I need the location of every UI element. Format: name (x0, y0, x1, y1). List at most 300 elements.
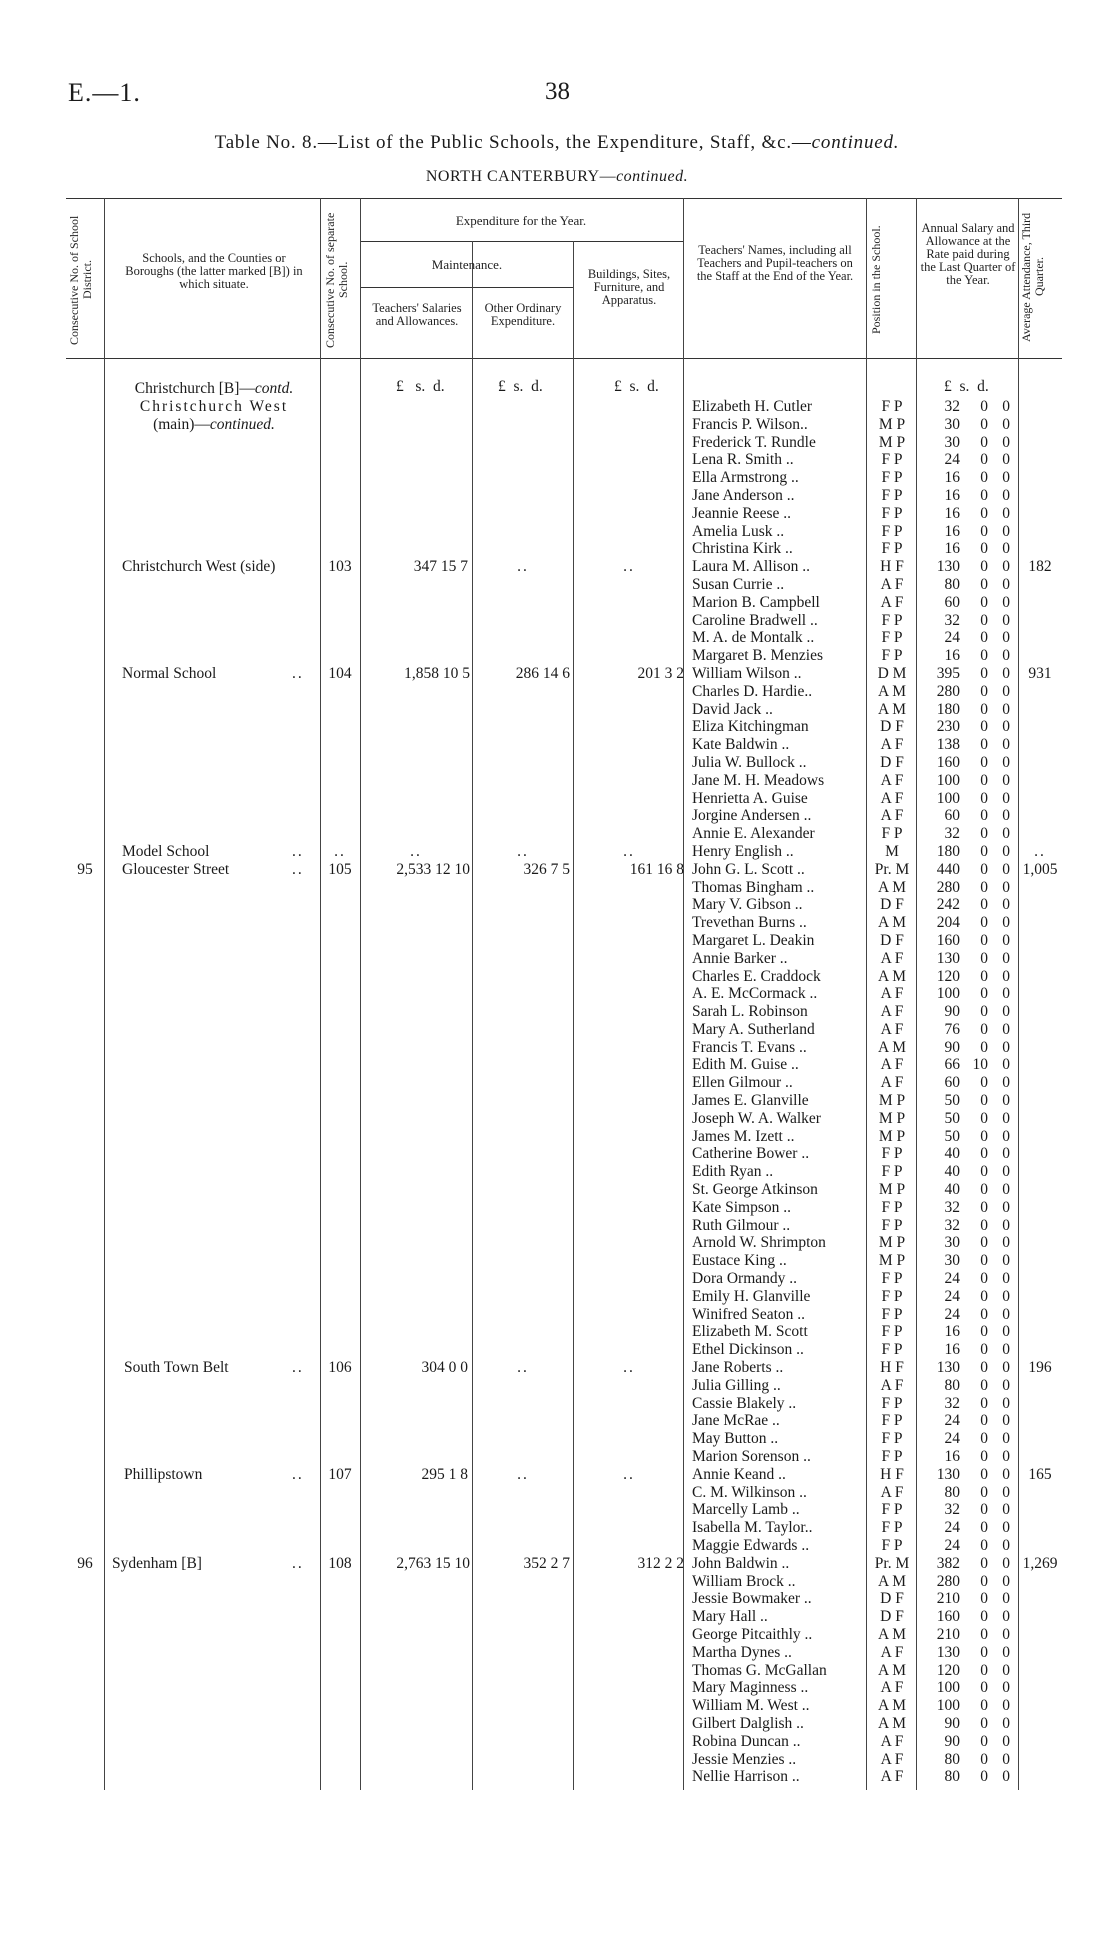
salary-pence: 0 (1002, 1234, 1010, 1252)
salary-pence: 0 (1002, 718, 1010, 736)
teacher-position: F P (881, 1323, 903, 1341)
teacher-position: A M (878, 967, 906, 985)
header-bottom-rule (66, 358, 1062, 359)
teacher-name: Jane M. H. Meadows (692, 771, 825, 789)
attendance: 1,005 (1022, 861, 1058, 878)
col-rule (573, 241, 574, 1790)
salary-pence: 0 (1002, 504, 1010, 522)
salary-pounds: 24 (944, 1305, 960, 1323)
table-title: Table No. 8.—List of the Public Schools, the Expenditure, Staff, &c.—continued. (214, 132, 900, 153)
teacher-name: William Wilson .. (692, 664, 802, 682)
salary-pounds: 100 (936, 985, 960, 1003)
salary-pence: 0 (1002, 1341, 1010, 1359)
teacher-name: Amelia Lusk .. (692, 522, 785, 540)
salary-pounds: 120 (936, 967, 960, 985)
salary-pence: 0 (1002, 967, 1010, 985)
teacher-name: Mary A. Sutherland (692, 1020, 815, 1038)
teacher-name: Charles D. Hardie.. (692, 682, 813, 700)
salary-pounds: 440 (936, 860, 960, 878)
salary-pounds: 280 (936, 878, 960, 896)
teacher-name: Caroline Bradwell .. (692, 611, 818, 629)
salary-pence: 0 (1002, 540, 1010, 558)
teacher-name: Marcelly Lamb .. (692, 1501, 800, 1519)
salary-shillings: 0 (980, 807, 988, 825)
teacher-position: D F (880, 1608, 904, 1626)
teacher-salary (918, 1341, 1018, 1359)
teacher-name: Francis T. Evans .. (692, 1038, 807, 1056)
salary-shillings: 0 (980, 1287, 988, 1305)
salary-shillings: 0 (980, 1234, 988, 1252)
teacher-position: A M (878, 1625, 906, 1643)
teacher-position: D F (880, 931, 904, 949)
teacher-name: Jane Anderson .. (692, 486, 795, 504)
school-name: Sydenham [B] (112, 1555, 202, 1572)
teacher-name: Elizabeth H. Cutler (692, 398, 813, 415)
header-teachers: Teachers' Names, including all Teachers and Pupil-teachers on the Staff at the End of the Year. (696, 243, 854, 283)
teacher-salary (918, 576, 1018, 594)
salary-shillings: 0 (980, 789, 988, 807)
salary-pence: 0 (1002, 1376, 1010, 1394)
salary-shillings: 0 (980, 1020, 988, 1038)
salary-pounds: 30 (944, 415, 960, 433)
salary-pounds: 210 (936, 1590, 960, 1608)
salary-shillings: 0 (980, 1038, 988, 1056)
teacher-salary (918, 1377, 1018, 1395)
salary-shillings: 0 (980, 1697, 988, 1715)
teacher-salary (918, 1590, 1018, 1608)
salary-pence: 0 (1002, 1465, 1010, 1483)
teacher-salary (918, 1110, 1018, 1128)
salary-shillings: 0 (980, 558, 988, 576)
teacher-position: A F (880, 807, 904, 825)
salary-pounds: 90 (944, 1732, 960, 1750)
teacher-name: Francis P. Wilson.. (692, 415, 808, 433)
salary-shillings: 0 (980, 647, 988, 665)
salary-shillings: 0 (980, 753, 988, 771)
teacher-salary (918, 807, 1018, 825)
salary-pounds: 395 (936, 664, 960, 682)
teacher-position: F P (881, 1341, 903, 1359)
salary-shillings: 0 (980, 1270, 988, 1288)
salary-shillings: 0 (980, 593, 988, 611)
district-number: 95 (77, 861, 93, 878)
salary-pence: 0 (1002, 398, 1010, 415)
school-name: Christchurch West (side) (122, 558, 276, 575)
attendance: 1,269 (1022, 1555, 1058, 1572)
teacher-position: M P (878, 433, 906, 451)
salary-pounds: 210 (936, 1625, 960, 1643)
salary-pounds: 90 (944, 1003, 960, 1021)
salary-pounds: 76 (944, 1020, 960, 1038)
salary-shillings: 0 (980, 1305, 988, 1323)
salary-shillings: 0 (980, 1127, 988, 1145)
teacher-name: Robina Duncan .. (692, 1732, 801, 1750)
salary-pounds: 160 (936, 753, 960, 771)
salary-pence: 0 (1002, 1323, 1010, 1341)
salary-pence: 0 (1002, 1020, 1010, 1038)
salary-pounds: 24 (944, 1537, 960, 1554)
salary-pence: 0 (1002, 575, 1010, 593)
teacher-position: A F (880, 1074, 904, 1092)
header-maintenance: Maintenance. (431, 257, 503, 272)
salary-pence: 0 (1002, 1270, 1010, 1288)
teacher-salary (918, 968, 1018, 986)
salary-shillings: 0 (980, 1714, 988, 1732)
teacher-position: F P (881, 1287, 903, 1305)
teacher-salary (918, 896, 1018, 914)
salary-shillings: 0 (980, 1448, 988, 1466)
teacher-name: Trevethan Burns .. (692, 914, 807, 932)
teacher-position: A F (880, 1020, 904, 1038)
salary-shillings: 0 (980, 611, 988, 629)
salary-pounds: 24 (944, 1430, 960, 1448)
salary-pounds: 50 (944, 1109, 960, 1127)
salary-shillings: 0 (980, 1501, 988, 1519)
salary-shillings: 0 (980, 1359, 988, 1377)
teacher-position: H F (880, 558, 904, 576)
teacher-salary (918, 914, 1018, 932)
teacher-position: A M (878, 1661, 906, 1679)
salary-shillings: 0 (980, 949, 988, 967)
teacher-salary (918, 1181, 1018, 1199)
teacher-name: Julia Gilling .. (692, 1376, 781, 1394)
teacher-name: David Jack .. (692, 700, 773, 718)
salary-shillings: 0 (980, 931, 988, 949)
salary-pounds: 130 (936, 1643, 960, 1661)
salary-pounds: 80 (944, 575, 960, 593)
salary-pence: 0 (1002, 1554, 1010, 1572)
salary-shillings: 0 (980, 1145, 988, 1163)
salary-pence: 0 (1002, 1430, 1010, 1448)
teacher-name: M. A. de Montalk .. (692, 629, 815, 647)
teacher-salary (918, 1217, 1018, 1235)
salary-pence: 0 (1002, 522, 1010, 540)
salary-shillings: 0 (980, 1252, 988, 1270)
teacher-position: A F (880, 1768, 904, 1786)
salary-pence: 0 (1002, 664, 1010, 682)
other-amount: .. (517, 1466, 529, 1483)
salary-shillings: 0 (980, 860, 988, 878)
salary-pounds: 280 (936, 682, 960, 700)
units-salaries: £ s. d. (396, 378, 445, 395)
teacher-position: Pr. M (874, 860, 910, 878)
teacher-position: A M (878, 1714, 906, 1732)
salaries-amount: 347 15 7 (413, 558, 468, 575)
header-schools: Schools, and the Counties or Boroughs (the latter marked [B]) in which situate. (125, 251, 303, 291)
salary-shillings: 0 (980, 1074, 988, 1092)
salary-pence: 0 (1002, 1572, 1010, 1590)
header-district: Consecutive No. of School District. (67, 215, 94, 345)
teacher-salary (918, 701, 1018, 719)
teacher-name: William Brock .. (692, 1572, 796, 1590)
salary-pence: 0 (1002, 771, 1010, 789)
header-attendance: Average Attendance, Third Quarter. (1019, 212, 1046, 342)
salary-pence: 0 (1002, 896, 1010, 914)
salary-pence: 0 (1002, 647, 1010, 665)
teacher-position: A F (880, 1750, 904, 1768)
school-leader: .. (292, 843, 304, 860)
teacher-salary (918, 612, 1018, 630)
salaries-amount: 1,858 10 5 (404, 665, 470, 682)
salary-shillings: 0 (980, 1341, 988, 1359)
teacher-position: H F (880, 1359, 904, 1377)
school-leader: .. (292, 1555, 304, 1572)
salary-pounds: 16 (944, 469, 960, 487)
teacher-salary (918, 861, 1018, 879)
salary-pence: 0 (1002, 949, 1010, 967)
teacher-name: Kate Baldwin .. (692, 736, 790, 754)
salary-shillings: 0 (980, 486, 988, 504)
salary-pounds: 120 (936, 1661, 960, 1679)
salary-pounds: 24 (944, 1270, 960, 1288)
teacher-position: F P (881, 451, 903, 469)
salary-pence: 0 (1002, 1643, 1010, 1661)
salary-pounds: 24 (944, 1519, 960, 1537)
teacher-position: F P (881, 469, 903, 487)
salary-shillings: 0 (980, 1465, 988, 1483)
salary-pence: 0 (1002, 1163, 1010, 1181)
teacher-position: F P (881, 825, 903, 843)
salary-shillings: 0 (980, 1412, 988, 1430)
salary-pounds: 16 (944, 647, 960, 665)
salary-shillings: 0 (980, 575, 988, 593)
teacher-name: Jessie Bowmaker .. (692, 1590, 812, 1608)
teacher-name: Jane Roberts .. (692, 1359, 784, 1377)
teacher-name: Gilbert Dalglish .. (692, 1714, 804, 1732)
teacher-salary (918, 736, 1018, 754)
teacher-name: Lena R. Smith .. (692, 451, 794, 469)
salaries-amount: 295 1 8 (421, 1466, 468, 1483)
teacher-name: Jorgine Andersen .. (692, 807, 812, 825)
teacher-salary (918, 1751, 1018, 1769)
teacher-name: Isabella M. Taylor.. (692, 1519, 813, 1537)
salary-pence: 0 (1002, 1537, 1010, 1554)
salary-pence: 0 (1002, 1448, 1010, 1466)
teacher-salary (918, 1270, 1018, 1288)
salary-shillings: 0 (980, 1394, 988, 1412)
salary-shillings: 0 (980, 522, 988, 540)
salary-shillings: 0 (980, 504, 988, 522)
salary-shillings: 0 (980, 1216, 988, 1234)
other-amount: 286 14 6 (515, 665, 570, 682)
teacher-position: F P (881, 1394, 903, 1412)
teacher-name: James M. Izett .. (692, 1127, 795, 1145)
salary-pence: 0 (1002, 1056, 1010, 1074)
salary-shillings: 0 (980, 433, 988, 451)
teacher-position: F P (881, 1305, 903, 1323)
salary-pounds: 100 (936, 789, 960, 807)
salary-shillings: 0 (980, 1679, 988, 1697)
teacher-name: C. M. Wilkinson .. (692, 1483, 807, 1501)
teacher-position: F P (881, 540, 903, 558)
col-rule (683, 198, 684, 1790)
teacher-position: A M (878, 1697, 906, 1715)
teacher-name: Marion Sorenson .. (692, 1448, 811, 1466)
positions-list (868, 398, 916, 1786)
table-subtitle: NORTH CANTERBURY—continued. (425, 168, 689, 185)
salary-pounds: 40 (944, 1181, 960, 1199)
buildings-amount: .. (623, 1359, 635, 1376)
salary-pence: 0 (1002, 914, 1010, 932)
teacher-name: Marion B. Campbell (692, 593, 820, 611)
teacher-name: Maggie Edwards .. (692, 1537, 810, 1554)
salary-pence: 0 (1002, 700, 1010, 718)
school-number: 106 (328, 1359, 352, 1376)
salary-shillings: 0 (980, 1661, 988, 1679)
district-number: 96 (77, 1555, 93, 1572)
teacher-name: John Baldwin .. (692, 1554, 790, 1572)
teacher-salary (918, 683, 1018, 701)
teacher-name: Henrietta A. Guise (692, 789, 808, 807)
expenditure-rule (360, 241, 683, 242)
salary-pounds: 32 (944, 611, 960, 629)
salary-pounds: 60 (944, 593, 960, 611)
teacher-salary (918, 505, 1018, 523)
teacher-salary (918, 1768, 1018, 1786)
teacher-salary (918, 1074, 1018, 1092)
teacher-salary (918, 523, 1018, 541)
salary-shillings: 0 (980, 1625, 988, 1643)
salary-pence: 0 (1002, 1661, 1010, 1679)
salary-pounds: 66 (944, 1056, 960, 1074)
salary-shillings: 0 (980, 1483, 988, 1501)
salary-pence: 0 (1002, 1003, 1010, 1021)
salary-shillings: 0 (980, 1537, 988, 1554)
teacher-position: F P (881, 1448, 903, 1466)
attendance: .. (1034, 843, 1046, 860)
teacher-salary (918, 1430, 1018, 1448)
salary-pounds: 100 (936, 771, 960, 789)
salary-pounds: 90 (944, 1038, 960, 1056)
teacher-salary (918, 879, 1018, 897)
teacher-position: M P (878, 1127, 906, 1145)
teacher-position: A F (880, 789, 904, 807)
teacher-position: A F (880, 1483, 904, 1501)
teacher-name: James E. Glanville (692, 1092, 809, 1110)
teacher-name: George Pitcaithly .. (692, 1625, 813, 1643)
teacher-salary (918, 825, 1018, 843)
teacher-salary (918, 1288, 1018, 1306)
col-rule (1018, 198, 1019, 1790)
salary-pounds: 16 (944, 1323, 960, 1341)
teacher-name: Catherine Bower .. (692, 1145, 810, 1163)
salary-pence: 0 (1002, 860, 1010, 878)
salary-pence: 0 (1002, 1305, 1010, 1323)
teacher-position: A M (878, 1038, 906, 1056)
buildings-amount: 312 2 2 (637, 1555, 684, 1572)
teacher-position: A F (880, 593, 904, 611)
header-position: Position in the School. (869, 225, 883, 335)
teacher-salary (918, 594, 1018, 612)
teacher-name: St. George Atkinson (692, 1181, 818, 1199)
salary-pounds: 16 (944, 522, 960, 540)
teacher-name: A. E. McCormack .. (692, 985, 818, 1003)
header-annual: Annual Salary and Allowance at the Rate paid during the Last Quarter of the Year. (920, 221, 1016, 287)
salary-pounds: 80 (944, 1768, 960, 1786)
teacher-salary (918, 1199, 1018, 1217)
teacher-name: Edith M. Guise .. (692, 1056, 799, 1074)
teacher-position: F P (881, 611, 903, 629)
teacher-salary (918, 1092, 1018, 1110)
school-number: 107 (328, 1466, 352, 1483)
school-name: South Town Belt (124, 1359, 229, 1376)
salary-pounds: 32 (944, 1216, 960, 1234)
teacher-salary (918, 1466, 1018, 1484)
salary-pounds: 16 (944, 504, 960, 522)
salary-shillings: 0 (980, 451, 988, 469)
salary-shillings: 0 (980, 985, 988, 1003)
salary-pounds: 24 (944, 451, 960, 469)
teacher-position: A M (878, 878, 906, 896)
teacher-salary (918, 398, 1018, 416)
salary-shillings: 0 (980, 878, 988, 896)
teacher-name: Ethel Dickinson .. (692, 1341, 804, 1359)
salary-pence: 0 (1002, 1501, 1010, 1519)
teacher-name: Thomas Bingham .. (692, 878, 815, 896)
teacher-salary (918, 558, 1018, 576)
salary-shillings: 0 (980, 415, 988, 433)
teacher-position: F P (881, 1270, 903, 1288)
col-rule (472, 241, 473, 1790)
salary-pounds: 50 (944, 1127, 960, 1145)
teacher-name: Kate Simpson .. (692, 1198, 792, 1216)
salary-shillings: 0 (980, 896, 988, 914)
salary-pounds: 80 (944, 1376, 960, 1394)
salary-pence: 0 (1002, 1127, 1010, 1145)
salary-pounds: 160 (936, 1608, 960, 1626)
teacher-salary (918, 950, 1018, 968)
teacher-name: William M. West .. (692, 1697, 810, 1715)
other-amount: .. (517, 558, 529, 575)
teacher-name: Christina Kirk .. (692, 540, 793, 558)
salary-pounds: 50 (944, 1092, 960, 1110)
buildings-amount: 201 3 2 (637, 665, 684, 682)
salary-pence: 0 (1002, 1732, 1010, 1750)
teacher-name: Annie E. Alexander (692, 825, 815, 843)
salary-pence: 0 (1002, 682, 1010, 700)
teacher-salary (918, 1644, 1018, 1662)
salary-pounds: 138 (936, 736, 960, 754)
salary-pounds: 32 (944, 398, 960, 415)
teacher-name: Laura M. Allison .. (692, 558, 810, 576)
salary-pounds: 280 (936, 1572, 960, 1590)
teacher-name: Annie Keand .. (692, 1465, 786, 1483)
salary-pence: 0 (1002, 1714, 1010, 1732)
salary-pence: 0 (1002, 415, 1010, 433)
teacher-name: Annie Barker .. (692, 949, 788, 967)
salary-pounds: 160 (936, 931, 960, 949)
teacher-position: F P (881, 1145, 903, 1163)
salary-pence: 0 (1002, 825, 1010, 843)
salary-pence: 0 (1002, 1216, 1010, 1234)
page-number: 38 (545, 78, 570, 105)
salary-shillings: 10 (972, 1056, 988, 1074)
school-number: 105 (328, 861, 352, 878)
salary-pounds: 80 (944, 1483, 960, 1501)
salary-shillings: 0 (980, 1198, 988, 1216)
teacher-name: Ella Armstrong .. (692, 469, 799, 487)
school-number: 108 (328, 1555, 352, 1572)
teacher-position: M P (878, 1109, 906, 1127)
salaries-amount: 304 0 0 (421, 1359, 468, 1376)
salaries-amount: 2,763 15 10 (396, 1555, 470, 1572)
salary-pence: 0 (1002, 1750, 1010, 1768)
teacher-name: Eliza Kitchingman (692, 718, 809, 736)
salary-pence: 0 (1002, 789, 1010, 807)
salary-shillings: 0 (980, 398, 988, 415)
salary-shillings: 0 (980, 842, 988, 860)
salary-shillings: 0 (980, 1181, 988, 1199)
